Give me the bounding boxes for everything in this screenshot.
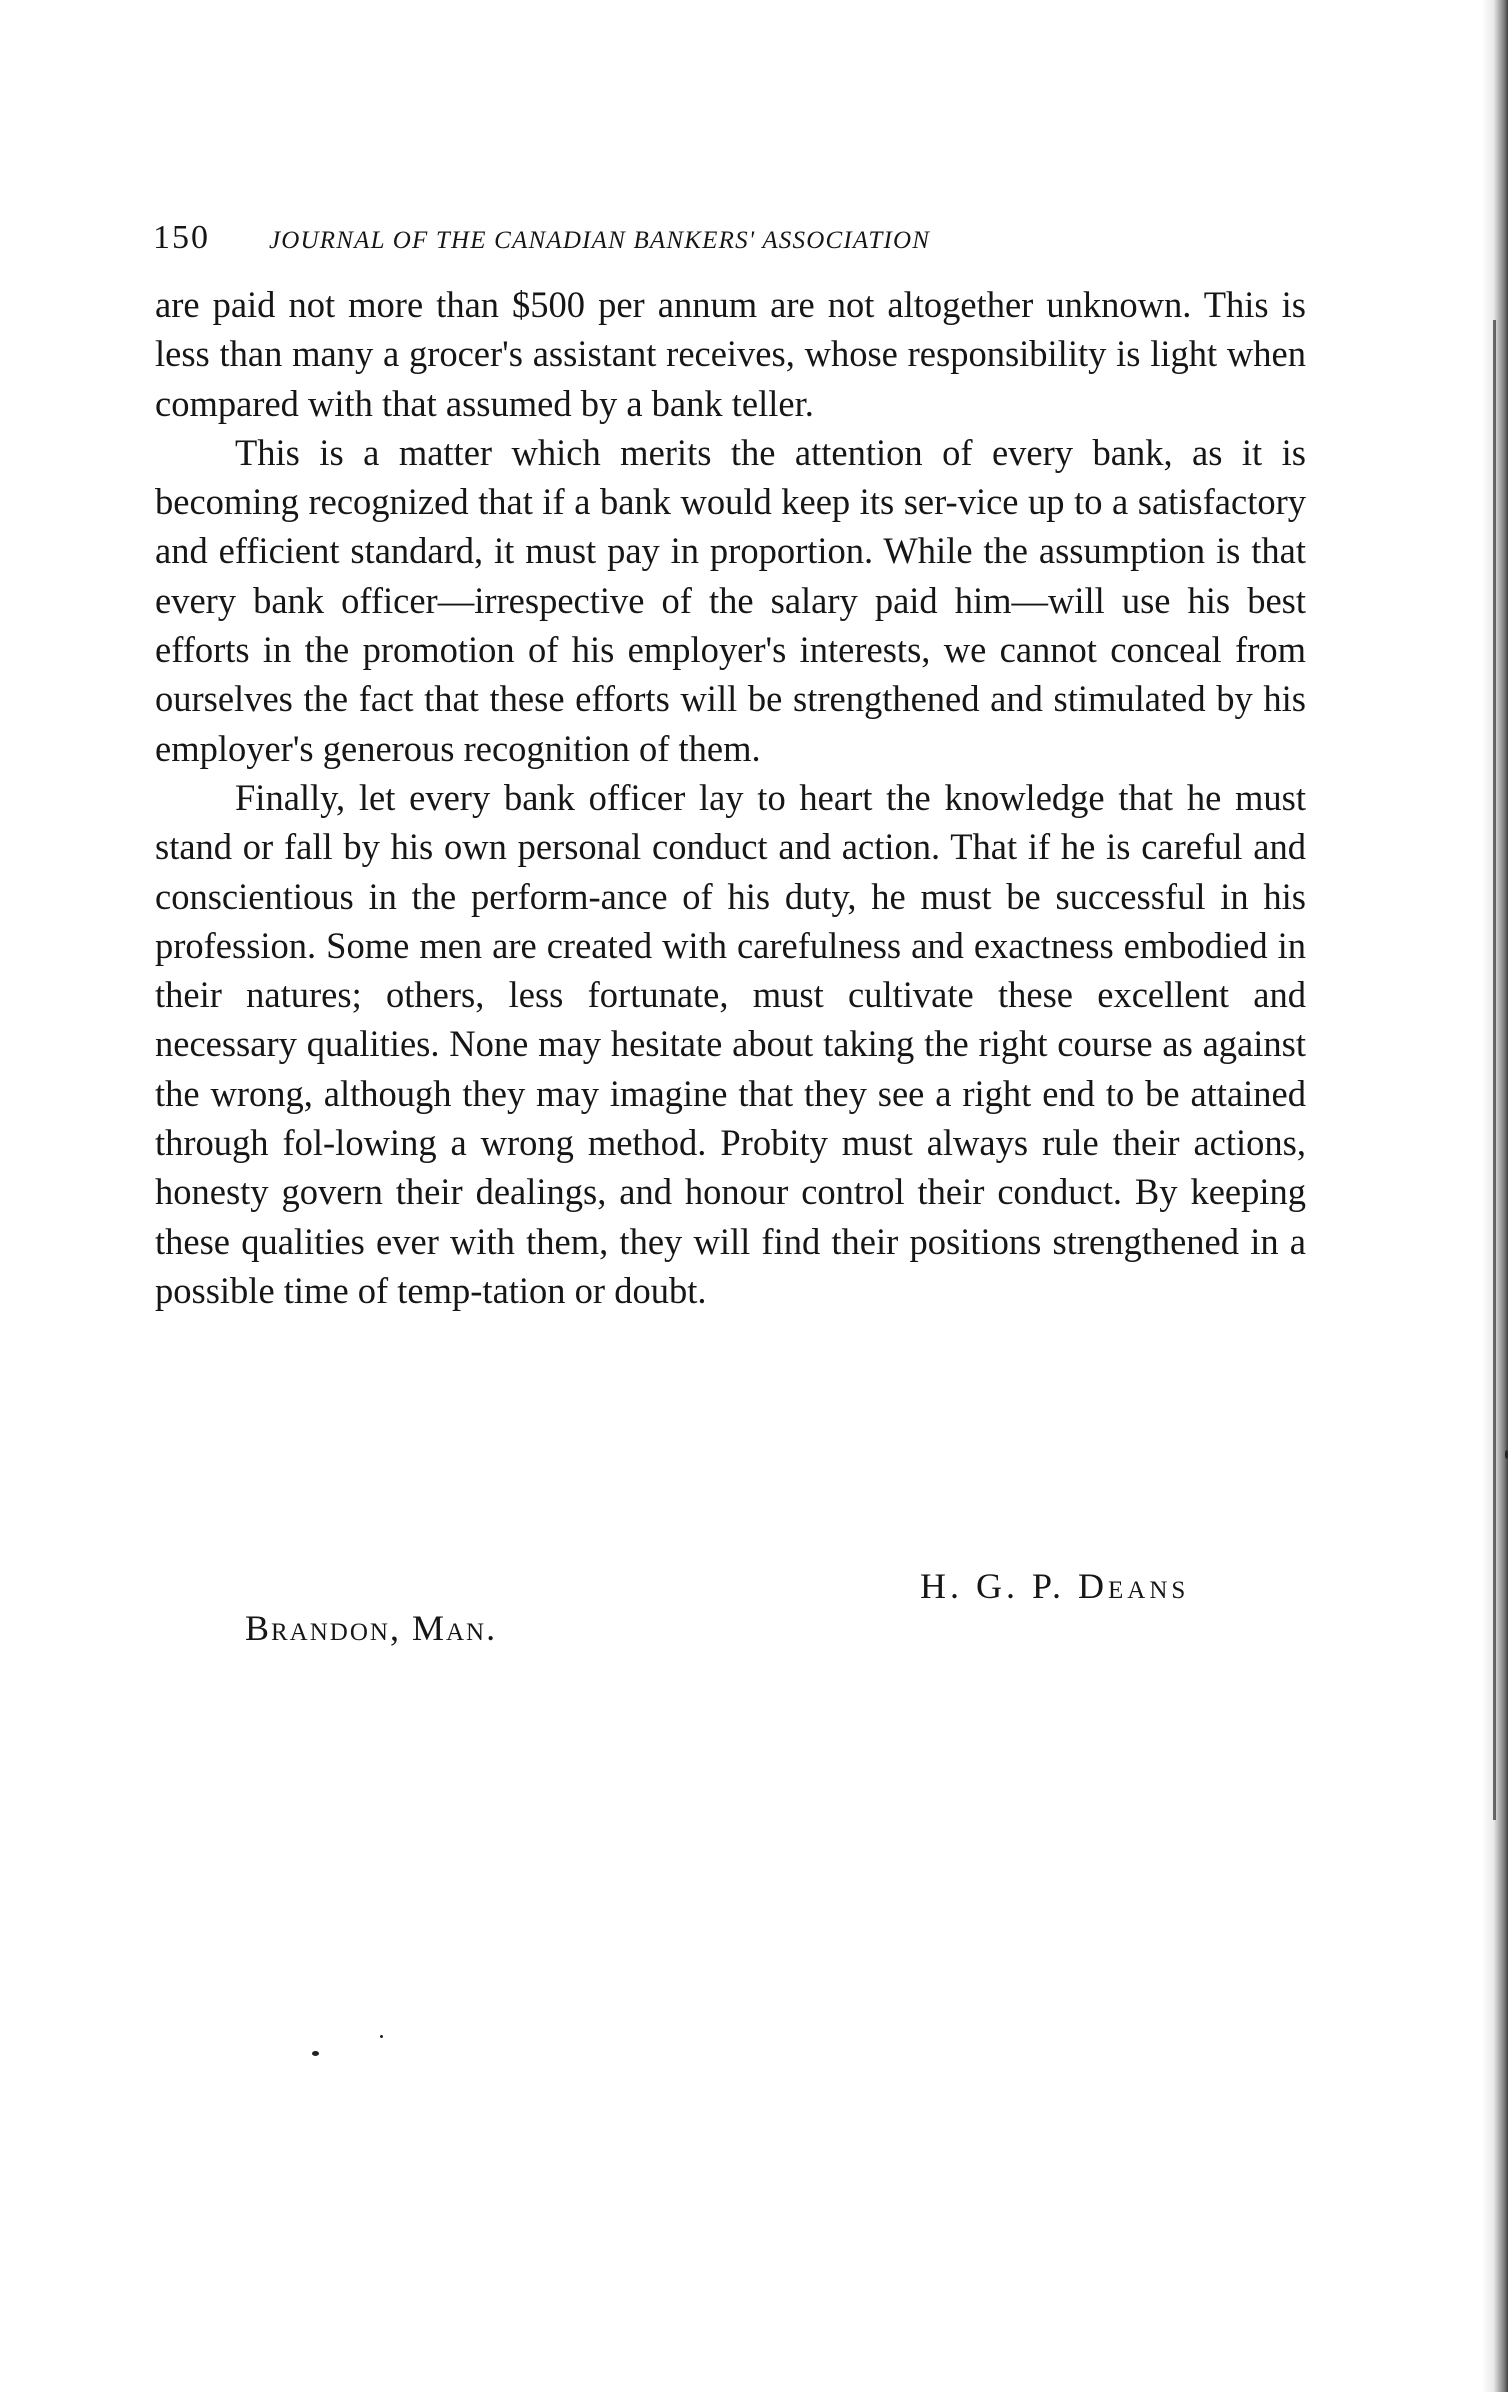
running-head (153, 218, 1313, 258)
paragraph-3: Finally, let every bank officer lay to heart the knowledge that he must stand or fall by his own personal conduct and action. That if he is careful and conscientious in the perform-ance of his duty, he must be successful in his profession. Some men are created with carefulness and exactness embodied in their natures; others, less fortunate, must cultivate these excellent and necessary qualities. None may hesitate about taking the right course as against the wrong, although they may imagine that they see a right end to be attained through fol-lowing a wrong method. Probity must always rule their actions, honesty govern their dealings, and honour control their conduct. By keeping these qualities ever with them, they will find their positions strengthened in a possible time of temp-tation or doubt. (155, 776, 1306, 1311)
author-signature: H. G. P. Deans (920, 1566, 1190, 1606)
page-number: 150 (153, 219, 210, 256)
paragraph-2: This is a matter which merits the attention of every bank, as it is becoming recognized that if a bank would keep its ser-vice up to a satisfactory and efficient standard, it must pay in proportion. While the assumption is that every bank officer—irrespective of the salary paid him—will use his best efforts in the promotion of his employer's interests, we cannot conceal from ourselves the fact that these efforts will be strengthened and stimulated by his employer's generous recognition of them. (155, 431, 1306, 769)
ink-speck (312, 2051, 319, 2056)
journal-title: JOURNAL OF THE CANADIAN BANKERS' ASSOCIATION (269, 227, 931, 254)
page-edge-line (1493, 320, 1496, 1820)
article-body (155, 280, 1306, 1315)
place-line: Brandon, Man. (245, 1608, 498, 1648)
paragraph-1: are paid not more than $500 per annum are not altogether unknown. This is less than many a grocer's assistant receives, whose responsibility is light when compared with that assumed by a bank teller. (155, 284, 1306, 424)
ink-speck (380, 2035, 383, 2038)
